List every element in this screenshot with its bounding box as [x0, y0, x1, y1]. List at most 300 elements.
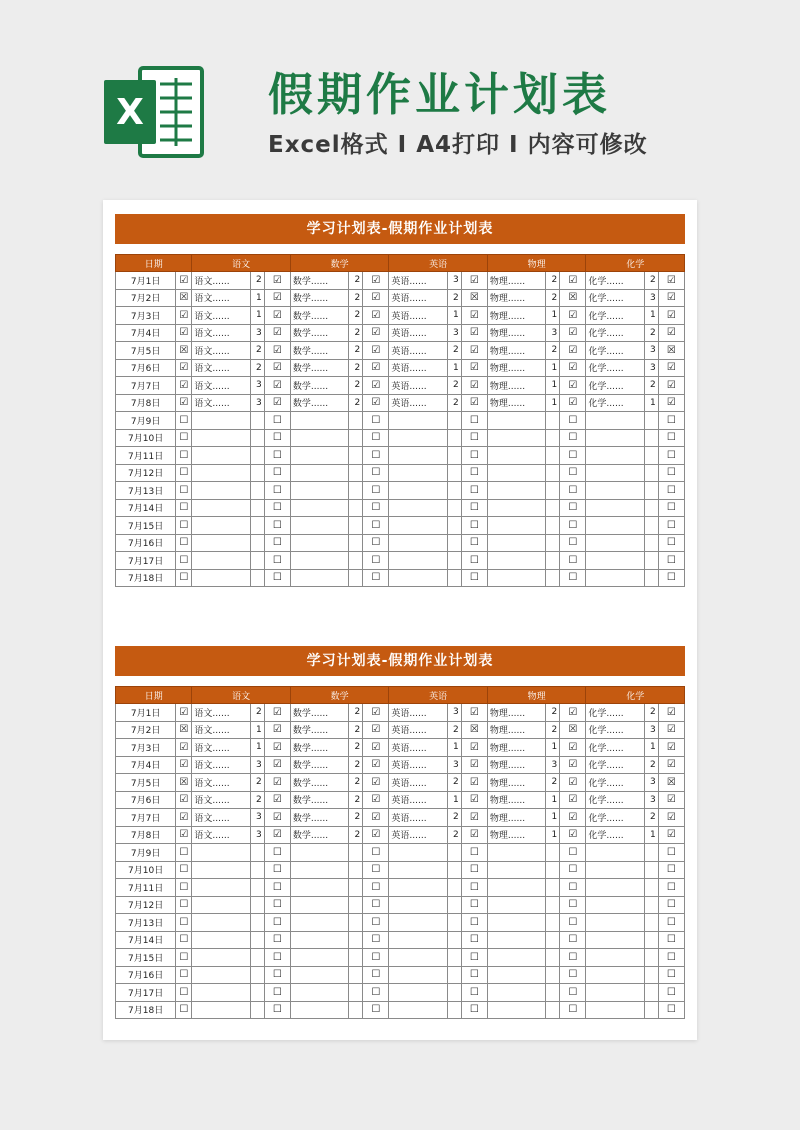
hours-cell[interactable] [447, 447, 461, 465]
task-cell[interactable] [290, 861, 348, 879]
task-checkbox[interactable]: ☑ [658, 324, 684, 342]
task-checkbox[interactable]: ☑ [264, 289, 290, 307]
hours-cell[interactable] [546, 534, 560, 552]
hours-cell[interactable]: 2 [349, 756, 363, 774]
hours-cell[interactable]: 2 [349, 394, 363, 412]
task-cell[interactable]: 化学...... [586, 289, 644, 307]
task-cell[interactable] [487, 1001, 545, 1019]
hours-cell[interactable]: 2 [644, 704, 658, 722]
task-cell[interactable]: 语文...... [192, 394, 250, 412]
task-checkbox[interactable]: ☑ [363, 704, 389, 722]
hours-cell[interactable] [546, 517, 560, 535]
hours-cell[interactable] [644, 464, 658, 482]
task-checkbox[interactable]: ☑ [264, 809, 290, 827]
task-cell[interactable] [290, 1001, 348, 1019]
task-checkbox[interactable]: ☑ [560, 756, 586, 774]
task-checkbox[interactable]: ☑ [560, 791, 586, 809]
hours-cell[interactable] [349, 534, 363, 552]
task-checkbox[interactable]: ☐ [658, 552, 684, 570]
hours-cell[interactable] [250, 1001, 264, 1019]
task-checkbox[interactable]: ☐ [264, 914, 290, 932]
day-status-checkbox[interactable]: ☐ [176, 879, 192, 897]
task-cell[interactable]: 语文...... [192, 324, 250, 342]
task-checkbox[interactable]: ☐ [658, 949, 684, 967]
hours-cell[interactable]: 1 [250, 721, 264, 739]
hours-cell[interactable] [349, 429, 363, 447]
task-checkbox[interactable]: ☐ [461, 552, 487, 570]
task-cell[interactable] [389, 517, 447, 535]
task-checkbox[interactable]: ☐ [658, 464, 684, 482]
task-checkbox[interactable]: ☑ [658, 739, 684, 757]
task-checkbox[interactable]: ☑ [658, 809, 684, 827]
hours-cell[interactable]: 3 [250, 377, 264, 395]
task-checkbox[interactable]: ☐ [363, 447, 389, 465]
task-checkbox[interactable]: ☐ [363, 499, 389, 517]
task-checkbox[interactable]: ☑ [658, 359, 684, 377]
hours-cell[interactable]: 2 [447, 809, 461, 827]
task-cell[interactable] [290, 931, 348, 949]
task-checkbox[interactable]: ☑ [461, 272, 487, 290]
task-cell[interactable]: 物理...... [487, 739, 545, 757]
task-cell[interactable]: 语文...... [192, 377, 250, 395]
task-checkbox[interactable]: ☐ [264, 966, 290, 984]
task-checkbox[interactable]: ☐ [461, 844, 487, 862]
hours-cell[interactable]: 3 [447, 324, 461, 342]
hours-cell[interactable] [644, 914, 658, 932]
task-checkbox[interactable]: ☐ [363, 569, 389, 587]
task-cell[interactable]: 英语...... [389, 342, 447, 360]
task-checkbox[interactable]: ☐ [264, 534, 290, 552]
hours-cell[interactable] [644, 949, 658, 967]
task-checkbox[interactable]: ☐ [264, 517, 290, 535]
task-checkbox[interactable]: ☐ [264, 552, 290, 570]
task-checkbox[interactable]: ☑ [658, 756, 684, 774]
hours-cell[interactable] [447, 552, 461, 570]
task-checkbox[interactable]: ☑ [658, 272, 684, 290]
hours-cell[interactable]: 1 [447, 791, 461, 809]
day-status-checkbox[interactable]: ☑ [176, 756, 192, 774]
task-checkbox[interactable]: ☑ [264, 324, 290, 342]
task-cell[interactable] [586, 896, 644, 914]
hours-cell[interactable] [644, 447, 658, 465]
hours-cell[interactable]: 2 [349, 377, 363, 395]
task-cell[interactable]: 数学...... [290, 377, 348, 395]
task-checkbox[interactable]: ☐ [560, 879, 586, 897]
hours-cell[interactable] [349, 412, 363, 430]
task-cell[interactable]: 化学...... [586, 791, 644, 809]
task-checkbox[interactable]: ☐ [658, 1001, 684, 1019]
task-cell[interactable] [192, 914, 250, 932]
task-cell[interactable]: 语文...... [192, 307, 250, 325]
hours-cell[interactable] [250, 966, 264, 984]
hours-cell[interactable] [447, 966, 461, 984]
task-cell[interactable]: 英语...... [389, 721, 447, 739]
task-cell[interactable]: 物理...... [487, 342, 545, 360]
task-checkbox[interactable]: ☐ [264, 896, 290, 914]
hours-cell[interactable]: 2 [349, 324, 363, 342]
task-checkbox[interactable]: ☑ [461, 377, 487, 395]
task-checkbox[interactable]: ☐ [658, 861, 684, 879]
task-checkbox[interactable]: ☐ [658, 534, 684, 552]
hours-cell[interactable]: 2 [250, 342, 264, 360]
task-cell[interactable]: 化学...... [586, 774, 644, 792]
hours-cell[interactable] [447, 844, 461, 862]
task-checkbox[interactable]: ☐ [363, 1001, 389, 1019]
hours-cell[interactable] [546, 552, 560, 570]
hours-cell[interactable] [349, 552, 363, 570]
task-checkbox[interactable]: ☑ [560, 809, 586, 827]
task-checkbox[interactable]: ☑ [363, 377, 389, 395]
task-checkbox[interactable]: ☐ [461, 914, 487, 932]
hours-cell[interactable] [349, 966, 363, 984]
task-checkbox[interactable]: ☐ [363, 844, 389, 862]
task-cell[interactable] [192, 429, 250, 447]
hours-cell[interactable] [250, 931, 264, 949]
hours-cell[interactable]: 2 [250, 359, 264, 377]
hours-cell[interactable]: 2 [447, 826, 461, 844]
hours-cell[interactable]: 1 [546, 739, 560, 757]
task-cell[interactable]: 数学...... [290, 307, 348, 325]
hours-cell[interactable] [250, 482, 264, 500]
task-checkbox[interactable]: ☑ [461, 704, 487, 722]
hours-cell[interactable] [349, 896, 363, 914]
task-checkbox[interactable]: ☑ [560, 324, 586, 342]
hours-cell[interactable]: 1 [644, 307, 658, 325]
hours-cell[interactable]: 1 [546, 394, 560, 412]
task-cell[interactable]: 化学...... [586, 307, 644, 325]
task-checkbox[interactable]: ☐ [658, 412, 684, 430]
task-checkbox[interactable]: ☐ [658, 517, 684, 535]
task-checkbox[interactable]: ☐ [363, 412, 389, 430]
task-checkbox[interactable]: ☑ [264, 394, 290, 412]
task-cell[interactable]: 物理...... [487, 272, 545, 290]
task-cell[interactable] [586, 412, 644, 430]
hours-cell[interactable]: 1 [447, 739, 461, 757]
hours-cell[interactable] [546, 861, 560, 879]
day-status-checkbox[interactable]: ☐ [176, 931, 192, 949]
hours-cell[interactable]: 3 [447, 272, 461, 290]
task-cell[interactable] [586, 552, 644, 570]
task-cell[interactable]: 英语...... [389, 272, 447, 290]
task-checkbox[interactable]: ☐ [264, 499, 290, 517]
task-cell[interactable]: 英语...... [389, 739, 447, 757]
hours-cell[interactable]: 2 [349, 704, 363, 722]
task-cell[interactable]: 化学...... [586, 394, 644, 412]
task-cell[interactable] [389, 429, 447, 447]
day-status-checkbox[interactable]: ☐ [176, 534, 192, 552]
hours-cell[interactable] [546, 896, 560, 914]
day-status-checkbox[interactable]: ☑ [176, 809, 192, 827]
hours-cell[interactable] [644, 984, 658, 1002]
hours-cell[interactable]: 2 [349, 359, 363, 377]
task-cell[interactable]: 语文...... [192, 809, 250, 827]
task-cell[interactable] [487, 949, 545, 967]
task-checkbox[interactable]: ☑ [658, 377, 684, 395]
hours-cell[interactable]: 2 [447, 721, 461, 739]
hours-cell[interactable] [447, 464, 461, 482]
day-status-checkbox[interactable]: ☐ [176, 896, 192, 914]
task-checkbox[interactable]: ☑ [264, 756, 290, 774]
task-checkbox[interactable]: ☐ [560, 534, 586, 552]
task-checkbox[interactable]: ☑ [363, 826, 389, 844]
day-status-checkbox[interactable]: ☐ [176, 464, 192, 482]
hours-cell[interactable] [546, 966, 560, 984]
day-status-checkbox[interactable]: ☐ [176, 1001, 192, 1019]
task-checkbox[interactable]: ☐ [461, 569, 487, 587]
task-cell[interactable] [487, 931, 545, 949]
task-checkbox[interactable]: ☐ [363, 861, 389, 879]
hours-cell[interactable] [349, 984, 363, 1002]
hours-cell[interactable] [349, 879, 363, 897]
task-cell[interactable] [290, 569, 348, 587]
hours-cell[interactable]: 1 [644, 826, 658, 844]
task-cell[interactable]: 语文...... [192, 359, 250, 377]
hours-cell[interactable]: 3 [250, 324, 264, 342]
day-status-checkbox[interactable]: ☒ [176, 721, 192, 739]
task-cell[interactable]: 数学...... [290, 272, 348, 290]
task-cell[interactable] [487, 412, 545, 430]
hours-cell[interactable] [250, 896, 264, 914]
task-checkbox[interactable]: ☑ [264, 307, 290, 325]
hours-cell[interactable]: 2 [447, 774, 461, 792]
task-checkbox[interactable]: ☑ [363, 739, 389, 757]
task-cell[interactable] [389, 844, 447, 862]
task-checkbox[interactable]: ☑ [560, 826, 586, 844]
task-checkbox[interactable]: ☐ [658, 914, 684, 932]
hours-cell[interactable] [644, 499, 658, 517]
task-cell[interactable] [290, 949, 348, 967]
task-checkbox[interactable]: ☑ [560, 739, 586, 757]
task-checkbox[interactable]: ☐ [560, 569, 586, 587]
task-cell[interactable]: 数学...... [290, 359, 348, 377]
hours-cell[interactable]: 2 [349, 289, 363, 307]
task-cell[interactable] [487, 429, 545, 447]
task-cell[interactable] [389, 914, 447, 932]
task-cell[interactable] [389, 949, 447, 967]
task-checkbox[interactable]: ☐ [461, 896, 487, 914]
hours-cell[interactable]: 1 [546, 377, 560, 395]
task-checkbox[interactable]: ☐ [658, 879, 684, 897]
task-checkbox[interactable]: ☒ [658, 774, 684, 792]
task-checkbox[interactable]: ☑ [560, 394, 586, 412]
day-status-checkbox[interactable]: ☐ [176, 447, 192, 465]
task-cell[interactable] [586, 931, 644, 949]
task-cell[interactable] [487, 517, 545, 535]
hours-cell[interactable]: 2 [546, 704, 560, 722]
task-checkbox[interactable]: ☐ [461, 482, 487, 500]
task-cell[interactable]: 物理...... [487, 704, 545, 722]
day-status-checkbox[interactable]: ☐ [176, 499, 192, 517]
day-status-checkbox[interactable]: ☑ [176, 394, 192, 412]
task-cell[interactable]: 语文...... [192, 774, 250, 792]
task-cell[interactable]: 英语...... [389, 704, 447, 722]
task-checkbox[interactable]: ☑ [461, 342, 487, 360]
hours-cell[interactable] [349, 949, 363, 967]
task-checkbox[interactable]: ☑ [461, 809, 487, 827]
task-cell[interactable] [192, 879, 250, 897]
task-cell[interactable] [389, 464, 447, 482]
hours-cell[interactable] [250, 464, 264, 482]
task-checkbox[interactable]: ☐ [461, 861, 487, 879]
task-cell[interactable] [389, 569, 447, 587]
task-cell[interactable] [290, 534, 348, 552]
hours-cell[interactable] [250, 552, 264, 570]
task-cell[interactable] [586, 447, 644, 465]
hours-cell[interactable] [546, 482, 560, 500]
task-checkbox[interactable]: ☑ [560, 774, 586, 792]
hours-cell[interactable]: 1 [447, 359, 461, 377]
task-cell[interactable]: 物理...... [487, 791, 545, 809]
task-checkbox[interactable]: ☑ [264, 721, 290, 739]
task-checkbox[interactable]: ☒ [461, 721, 487, 739]
hours-cell[interactable] [447, 482, 461, 500]
task-cell[interactable] [586, 984, 644, 1002]
task-checkbox[interactable]: ☑ [264, 774, 290, 792]
day-status-checkbox[interactable]: ☒ [176, 289, 192, 307]
day-status-checkbox[interactable]: ☐ [176, 412, 192, 430]
task-cell[interactable] [290, 482, 348, 500]
hours-cell[interactable]: 2 [250, 272, 264, 290]
task-cell[interactable]: 英语...... [389, 324, 447, 342]
hours-cell[interactable]: 2 [349, 826, 363, 844]
task-checkbox[interactable]: ☑ [264, 791, 290, 809]
task-checkbox[interactable]: ☑ [363, 756, 389, 774]
task-checkbox[interactable]: ☐ [560, 844, 586, 862]
task-checkbox[interactable]: ☐ [264, 447, 290, 465]
hours-cell[interactable] [546, 844, 560, 862]
task-checkbox[interactable]: ☒ [560, 721, 586, 739]
hours-cell[interactable]: 2 [349, 739, 363, 757]
task-cell[interactable] [487, 464, 545, 482]
task-cell[interactable] [389, 861, 447, 879]
day-status-checkbox[interactable]: ☐ [176, 517, 192, 535]
task-cell[interactable] [192, 534, 250, 552]
task-checkbox[interactable]: ☐ [264, 464, 290, 482]
hours-cell[interactable]: 3 [644, 721, 658, 739]
hours-cell[interactable]: 2 [447, 289, 461, 307]
hours-cell[interactable] [447, 914, 461, 932]
hours-cell[interactable] [644, 482, 658, 500]
task-checkbox[interactable]: ☐ [658, 447, 684, 465]
task-cell[interactable]: 化学...... [586, 739, 644, 757]
hours-cell[interactable] [644, 517, 658, 535]
task-cell[interactable] [586, 844, 644, 862]
task-cell[interactable] [192, 499, 250, 517]
hours-cell[interactable] [644, 1001, 658, 1019]
task-cell[interactable] [389, 412, 447, 430]
task-checkbox[interactable]: ☑ [560, 307, 586, 325]
task-checkbox[interactable]: ☑ [461, 774, 487, 792]
day-status-checkbox[interactable]: ☐ [176, 914, 192, 932]
task-checkbox[interactable]: ☐ [560, 482, 586, 500]
task-checkbox[interactable]: ☑ [363, 324, 389, 342]
task-cell[interactable]: 物理...... [487, 756, 545, 774]
task-checkbox[interactable]: ☑ [658, 791, 684, 809]
hours-cell[interactable] [250, 861, 264, 879]
task-checkbox[interactable]: ☑ [264, 359, 290, 377]
hours-cell[interactable]: 1 [447, 307, 461, 325]
task-cell[interactable] [389, 1001, 447, 1019]
task-checkbox[interactable]: ☑ [264, 342, 290, 360]
task-checkbox[interactable]: ☑ [264, 272, 290, 290]
task-checkbox[interactable]: ☐ [658, 931, 684, 949]
task-cell[interactable]: 语文...... [192, 791, 250, 809]
hours-cell[interactable] [250, 517, 264, 535]
hours-cell[interactable]: 2 [644, 272, 658, 290]
hours-cell[interactable]: 3 [644, 791, 658, 809]
task-checkbox[interactable]: ☐ [264, 949, 290, 967]
task-checkbox[interactable]: ☐ [363, 914, 389, 932]
hours-cell[interactable]: 2 [349, 791, 363, 809]
task-checkbox[interactable]: ☑ [363, 342, 389, 360]
hours-cell[interactable] [447, 517, 461, 535]
task-checkbox[interactable]: ☑ [658, 721, 684, 739]
task-checkbox[interactable]: ☐ [264, 482, 290, 500]
hours-cell[interactable]: 2 [250, 704, 264, 722]
task-cell[interactable] [389, 447, 447, 465]
hours-cell[interactable] [546, 879, 560, 897]
task-cell[interactable] [192, 896, 250, 914]
task-checkbox[interactable]: ☑ [560, 272, 586, 290]
hours-cell[interactable] [349, 861, 363, 879]
hours-cell[interactable]: 1 [546, 307, 560, 325]
task-checkbox[interactable]: ☐ [461, 447, 487, 465]
task-cell[interactable] [192, 552, 250, 570]
hours-cell[interactable]: 3 [250, 756, 264, 774]
hours-cell[interactable] [644, 931, 658, 949]
task-cell[interactable] [487, 966, 545, 984]
task-checkbox[interactable]: ☑ [560, 359, 586, 377]
task-checkbox[interactable]: ☐ [560, 966, 586, 984]
hours-cell[interactable]: 1 [546, 826, 560, 844]
task-checkbox[interactable]: ☑ [363, 307, 389, 325]
task-cell[interactable]: 英语...... [389, 809, 447, 827]
task-cell[interactable]: 物理...... [487, 394, 545, 412]
day-status-checkbox[interactable]: ☒ [176, 774, 192, 792]
task-cell[interactable]: 物理...... [487, 324, 545, 342]
task-cell[interactable] [487, 914, 545, 932]
task-cell[interactable]: 语文...... [192, 272, 250, 290]
day-status-checkbox[interactable]: ☑ [176, 377, 192, 395]
task-cell[interactable] [389, 931, 447, 949]
task-checkbox[interactable]: ☐ [363, 949, 389, 967]
hours-cell[interactable]: 2 [349, 809, 363, 827]
task-cell[interactable] [290, 412, 348, 430]
task-cell[interactable]: 语文...... [192, 826, 250, 844]
task-cell[interactable] [192, 482, 250, 500]
task-cell[interactable] [290, 464, 348, 482]
task-checkbox[interactable]: ☐ [461, 517, 487, 535]
task-checkbox[interactable]: ☐ [363, 896, 389, 914]
task-cell[interactable]: 物理...... [487, 307, 545, 325]
task-checkbox[interactable]: ☐ [363, 966, 389, 984]
hours-cell[interactable] [447, 429, 461, 447]
task-cell[interactable] [586, 966, 644, 984]
task-cell[interactable] [192, 1001, 250, 1019]
hours-cell[interactable]: 2 [546, 272, 560, 290]
task-checkbox[interactable]: ☑ [560, 342, 586, 360]
task-cell[interactable]: 数学...... [290, 756, 348, 774]
hours-cell[interactable]: 1 [644, 739, 658, 757]
hours-cell[interactable] [250, 844, 264, 862]
hours-cell[interactable] [349, 844, 363, 862]
task-cell[interactable] [586, 949, 644, 967]
hours-cell[interactable] [644, 896, 658, 914]
day-status-checkbox[interactable]: ☐ [176, 966, 192, 984]
task-checkbox[interactable]: ☐ [461, 931, 487, 949]
task-checkbox[interactable]: ☑ [560, 377, 586, 395]
task-cell[interactable] [290, 914, 348, 932]
